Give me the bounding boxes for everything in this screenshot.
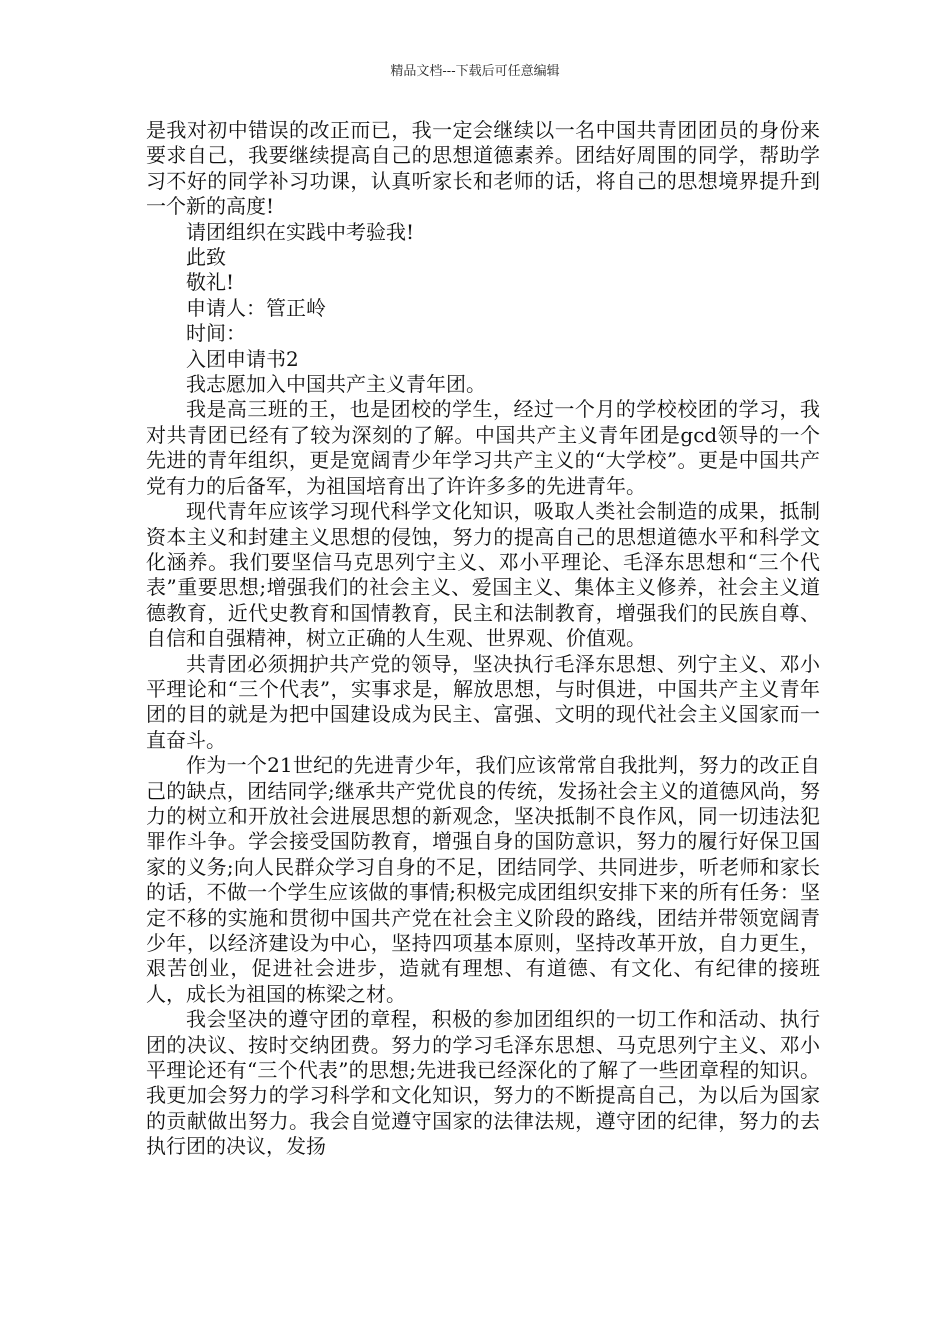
date-line: 时间： <box>186 321 246 346</box>
section-title: 入团申请书2 <box>186 346 299 371</box>
paragraph-5: 作为一个21世纪的先进青少年，我们应该常常自我批判，努力的改正自己的缺点，团结同学;继承共产党优良的传统，发扬社会主义的道德风尚，努力的树立和开放社会进展思想的新观念，坚决抵制不良作风，同一切违法犯罪作斗争。学会接受国防教育，增强自身的国防意识，努力的履行好保卫国家的义务;向人民群众学习自身的不足，团结同学、共同进步，听老师和家长的话，不做一个学生应该做的事情;积极完成团组织安排下来的所有任务：坚定不移的实施和贯彻中国共产党在社会主义阶段的路线，团结并带领宽阔青少年，以经济建设为中心，坚持四项基本原则，坚持改革开放，自力更生，艰苦创业，促进社会进步，造就有理想、有道德、有文化、有纪律的接班人，成长为祖国的栋梁之材。 <box>146 753 820 1006</box>
paragraph-6: 我会坚决的遵守团的章程，积极的参加团组织的一切工作和活动、执行团的决议、按时交纳团费。努力的学习毛泽东思想、马克思列宁主义、邓小平理论还有“三个代表”的思想;先进我已经深化的了解了一些团章程的知识。我更加会努力的学习科学和文化知识，努力的不断提高自己，为以后为国家的贡献做出努力。我会自觉遵守国家的法律法规，遵守团的纪律，努力的去执行团的决议，发扬 <box>146 1007 820 1159</box>
document-body <box>146 118 820 1160</box>
paragraph-intent: 我志愿加入中国共产主义青年团。 <box>186 372 486 397</box>
paragraph-3: 现代青年应该学习现代科学文化知识，吸取人类社会制造的成果，抵制资本主义和封建主义思想的侵蚀，努力的提高自己的思想道德水平和科学文化涵养。我们要坚信马克思列宁主义、邓小平理论、毛泽东思想和“三个代表”重要思想;增强我们的社会主义、爱国主义、集体主义修养，社会主义道德教育，近代史教育和国情教育，民主和法制教育，增强我们的民族自尊、自信和自强精神，树立正确的人生观、世界观、价值观。 <box>146 499 820 651</box>
paragraph-1: 是我对初中错误的改正而已，我一定会继续以一名中国共青团团员的身份来要求自己，我要继续提高自己的思想道德素养。团结好周围的同学，帮助学习不好的同学补习功课，认真听家长和老师的话，将自己的思想境界提升到一个新的高度! <box>146 118 820 219</box>
applicant-line: 申请人：管正岭 <box>186 295 326 320</box>
paragraph-2: 我是高三班的王，也是团校的学生，经过一个月的学校校团的学习，我对共青团已经有了较为深刻的了解。中国共产主义青年团是gcd领导的一个先进的青年组织，更是宽阔青少年学习共产主义的“大学校”。更是中国共产党有力的后备军，为祖国培育出了许许多多的先进青年。 <box>146 397 820 498</box>
closing-regards: 敬礼! <box>186 270 235 295</box>
paragraph-4: 共青团必须拥护共产党的领导，坚决执行毛泽东思想、列宁主义、邓小平理论和“三个代表”，实事求是，解放思想，与时俱进，中国共产主义青年团的目的就是为把中国建设成为民主、富强、文明的现代社会主义国家而一直奋斗。 <box>146 651 820 752</box>
page-header: 精品文档---下载后可任意编辑 <box>390 64 560 79</box>
closing-salutation: 此致 <box>186 245 226 270</box>
paragraph-request-line: 请团组织在实践中考验我! <box>186 219 415 244</box>
